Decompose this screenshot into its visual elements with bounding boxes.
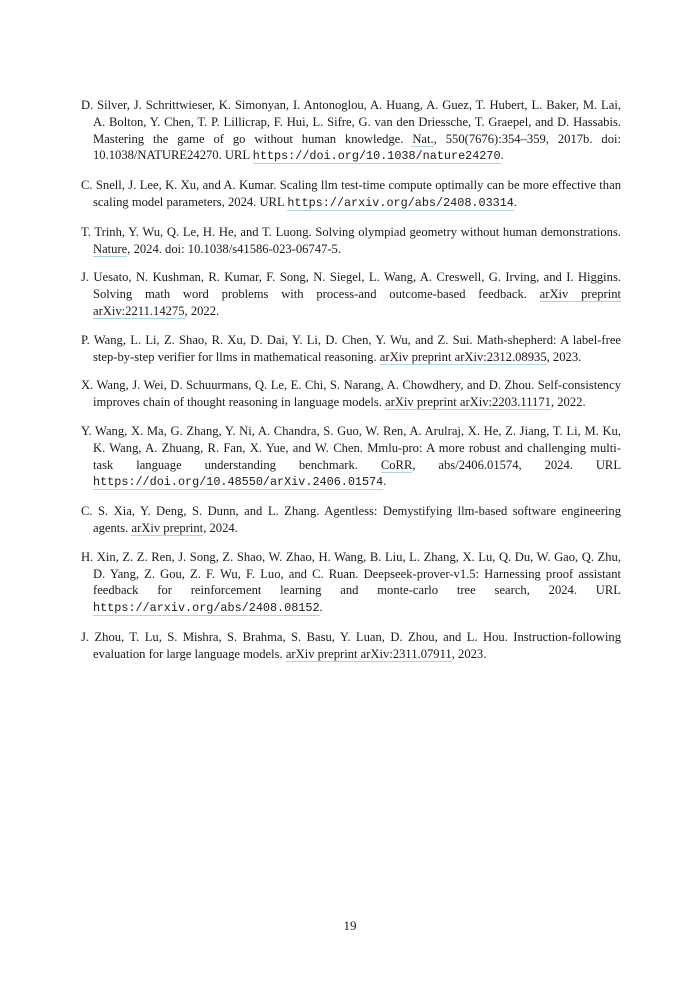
citation-link[interactable]: CoRR (380, 457, 413, 472)
citation-link[interactable]: arXiv preprint arXiv:2203.11171 (385, 395, 551, 410)
reference-text: , 2023. (451, 646, 487, 661)
reference-entry (81, 629, 621, 663)
reference-text: J. Uesato, N. Kushman, R. Kumar, F. Song, N. Siegel, L. Wang, A. Creswell, G. Irving, and I. Higgins. Solving math word problems with process-and outcome-based feedback. (81, 270, 621, 302)
reference-text: H. Xin, Z. Z. Ren, J. Song, Z. Shao, W. Zhao, H. Wang, B. Liu, L. Zhang, X. Lu, Q. Du, W. Gao, Q. Zhu, D. Yang, Z. Gou, Z. F. Wu, F. Luo, and C. Ruan. Deepseek-prover-v1.5: Harnessing proof assistant feedback for reinforcement learning and monte-carlo tree search, 2024. URL (81, 549, 621, 598)
reference-text: , 2024. (203, 520, 238, 535)
reference-text: T. Trinh, Y. Wu, Q. Le, H. He, and T. Luong. Solving olympiad geometry without human demonstrations. (81, 224, 621, 239)
url-link[interactable]: https://arxiv.org/abs/2408.08152 (93, 601, 320, 616)
reference-text: , 550(7676):354–359, 2017b. doi: 10.1038/NATURE24270. URL (93, 131, 621, 163)
reference-entry (81, 97, 621, 165)
url-link[interactable]: https://doi.org/10.1038/nature24270 (252, 149, 501, 164)
reference-text: C. Snell, J. Lee, K. Xu, and A. Kumar. Scaling llm test-time compute optimally can be more effective than scaling model parameters, 2024. URL (81, 178, 621, 209)
reference-entry (81, 423, 621, 491)
url-link[interactable]: https://doi.org/10.48550/arXiv.2406.01574 (93, 475, 384, 490)
reference-entry (81, 224, 621, 258)
reference-text: , 2022. (550, 395, 586, 410)
reference-text: . (319, 600, 323, 615)
citation-link[interactable]: arXiv preprint arXiv:2312.08935 (379, 349, 547, 364)
reference-entry (81, 269, 621, 319)
reference-text: D. Silver, J. Schrittwieser, K. Simonyan, I. Antonoglou, A. Huang, A. Guez, T. Hubert, L. Baker, M. Lai, A. Bolton, Y. Chen, T. P. Lillicrap, F. Hui, L. Sifre, G. van den Driessche, T. Graepel, and D. Hassabis. Mastering the game of go without human knowledge. (81, 98, 621, 146)
reference-entry (81, 549, 621, 617)
reference-text: , 2023. (546, 349, 582, 364)
reference-text: J. Zhou, T. Lu, S. Mishra, S. Brahma, S. Basu, Y. Luan, D. Zhou, and L. Hou. Instruction-following evaluation for large language models. (81, 629, 621, 661)
reference-text: X. Wang, J. Wei, D. Schuurmans, Q. Le, E. Chi, S. Narang, A. Chowdhery, and D. Zhou. Self-consistency improves chain of thought reasoning in language models. (81, 378, 621, 410)
url-link[interactable]: https://arxiv.org/abs/2408.03314 (287, 195, 514, 210)
reference-text: , 2022. (184, 303, 220, 318)
reference-text: , abs/2406.01574, 2024. URL (412, 457, 622, 472)
page-number: 19 (343, 918, 357, 933)
reference-text: . (383, 474, 387, 489)
reference-entry (81, 177, 621, 212)
reference-entry (81, 503, 621, 537)
citation-link[interactable]: arXiv preprint arXiv:2211.14275 (93, 287, 621, 318)
reference-text: , 2024. doi: 10.1038/s41586-023-06747-5. (127, 241, 342, 256)
reference-text: Y. Wang, X. Ma, G. Zhang, Y. Ni, A. Chandra, S. Guo, W. Ren, A. Arulraj, X. He, Z. Jiang, T. Li, M. Ku, K. Wang, A. Zhuang, R. Fan, X. Yue, and W. Chen. Mmlu-pro: A more robust and challenging multi-task language understanding benchmark. (81, 423, 621, 472)
citation-link[interactable]: arXiv preprint arXiv:2311.07911 (285, 646, 452, 661)
citation-link[interactable]: Nat. (412, 131, 434, 146)
reference-text: . (513, 194, 518, 209)
citation-link[interactable]: arXiv preprint (131, 520, 204, 535)
reference-list (81, 97, 621, 675)
reference-entry (81, 332, 621, 366)
reference-text: . (500, 148, 504, 163)
citation-link[interactable]: Nature (93, 241, 128, 256)
reference-entry (81, 377, 621, 411)
reference-text: P. Wang, L. Li, Z. Shao, R. Xu, D. Dai, Y. Li, D. Chen, Y. Wu, and Z. Sui. Math-shepherd: A label-free step-by-step verifier for llms in mathematical reasoning. (81, 332, 621, 364)
reference-text: C. S. Xia, Y. Deng, S. Dunn, and L. Zhang. Agentless: Demystifying llm-based software engineering agents. (81, 504, 621, 535)
